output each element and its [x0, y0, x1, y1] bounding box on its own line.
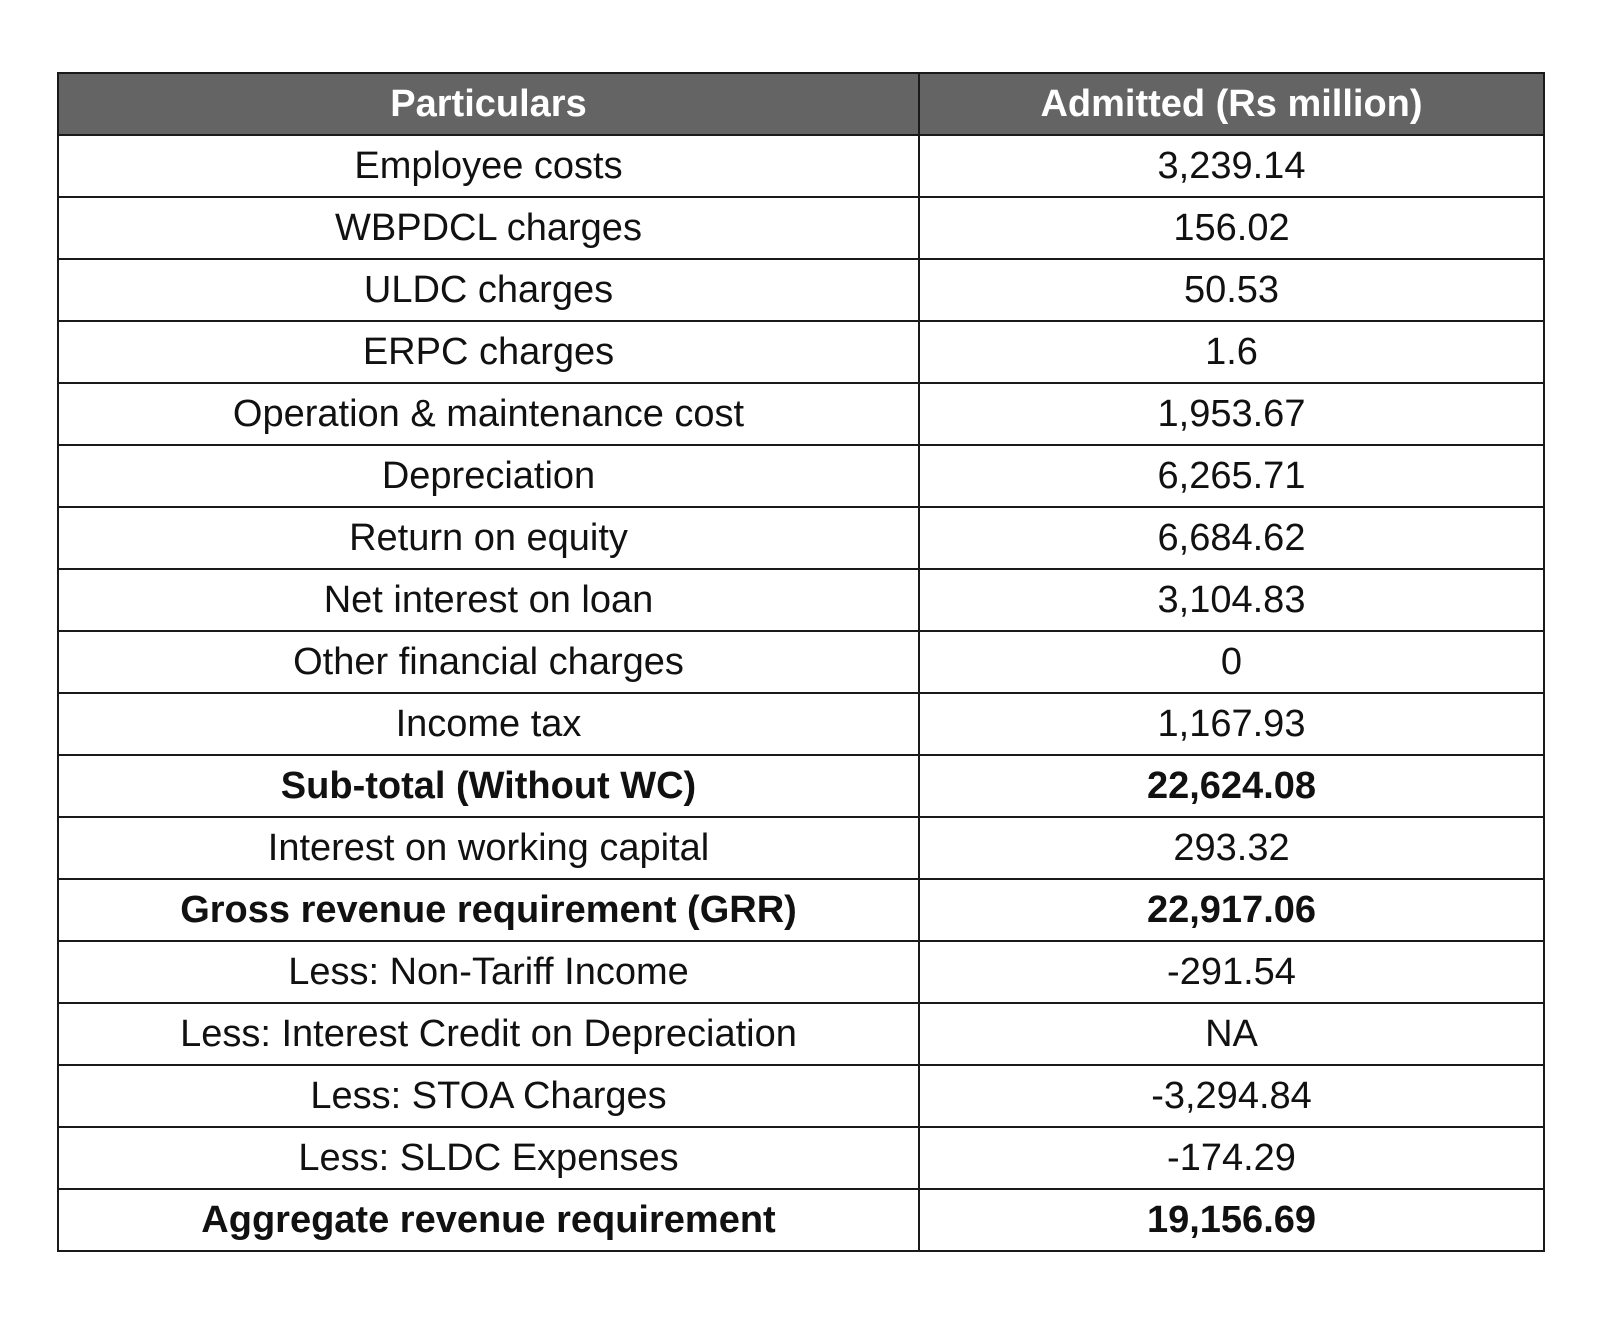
row-label-cell: Income tax	[58, 693, 919, 755]
row-value-cell: 1,167.93	[919, 693, 1544, 755]
table-row	[58, 197, 1544, 259]
row-value-cell: 50.53	[919, 259, 1544, 321]
row-label-cell: Operation & maintenance cost	[58, 383, 919, 445]
row-value-cell: -3,294.84	[919, 1065, 1544, 1127]
table-row	[58, 1003, 1544, 1065]
row-value-cell: 3,104.83	[919, 569, 1544, 631]
row-label-cell: Net interest on loan	[58, 569, 919, 631]
table-row	[58, 1189, 1544, 1251]
row-label-cell: Less: Interest Credit on Depreciation	[58, 1003, 919, 1065]
table-row	[58, 445, 1544, 507]
row-value-cell: 0	[919, 631, 1544, 693]
table-header-row	[58, 73, 1544, 135]
row-value-cell: 22,917.06	[919, 879, 1544, 941]
table-row	[58, 941, 1544, 1003]
table-row	[58, 383, 1544, 445]
row-label-cell: Gross revenue requirement (GRR)	[58, 879, 919, 941]
table-row	[58, 693, 1544, 755]
column-header-particulars: Particulars	[58, 73, 919, 135]
row-label-cell: Interest on working capital	[58, 817, 919, 879]
table-row	[58, 755, 1544, 817]
table-row	[58, 569, 1544, 631]
table-row	[58, 631, 1544, 693]
table-row	[58, 1127, 1544, 1189]
row-label-cell: Depreciation	[58, 445, 919, 507]
column-header-admitted: Admitted (Rs million)	[919, 73, 1544, 135]
row-value-cell: -174.29	[919, 1127, 1544, 1189]
table-row	[58, 321, 1544, 383]
row-value-cell: 293.32	[919, 817, 1544, 879]
row-value-cell: 3,239.14	[919, 135, 1544, 197]
table-row	[58, 135, 1544, 197]
row-value-cell: -291.54	[919, 941, 1544, 1003]
row-label-cell: Employee costs	[58, 135, 919, 197]
row-value-cell: 22,624.08	[919, 755, 1544, 817]
row-label-cell: WBPDCL charges	[58, 197, 919, 259]
table-row	[58, 507, 1544, 569]
table-row	[58, 259, 1544, 321]
row-value-cell: 1,953.67	[919, 383, 1544, 445]
row-label-cell: Return on equity	[58, 507, 919, 569]
table-body	[58, 135, 1544, 1251]
row-label-cell: ERPC charges	[58, 321, 919, 383]
row-value-cell: NA	[919, 1003, 1544, 1065]
row-value-cell: 6,265.71	[919, 445, 1544, 507]
row-value-cell: 6,684.62	[919, 507, 1544, 569]
row-label-cell: ULDC charges	[58, 259, 919, 321]
revenue-requirement-table	[57, 72, 1545, 1252]
row-value-cell: 1.6	[919, 321, 1544, 383]
row-label-cell: Other financial charges	[58, 631, 919, 693]
table-row	[58, 879, 1544, 941]
row-value-cell: 19,156.69	[919, 1189, 1544, 1251]
row-value-cell: 156.02	[919, 197, 1544, 259]
row-label-cell: Sub-total (Without WC)	[58, 755, 919, 817]
row-label-cell: Less: STOA Charges	[58, 1065, 919, 1127]
revenue-requirement-table-container	[57, 72, 1543, 1252]
row-label-cell: Less: Non-Tariff Income	[58, 941, 919, 1003]
row-label-cell: Aggregate revenue requirement	[58, 1189, 919, 1251]
row-label-cell: Less: SLDC Expenses	[58, 1127, 919, 1189]
table-row	[58, 817, 1544, 879]
table-row	[58, 1065, 1544, 1127]
